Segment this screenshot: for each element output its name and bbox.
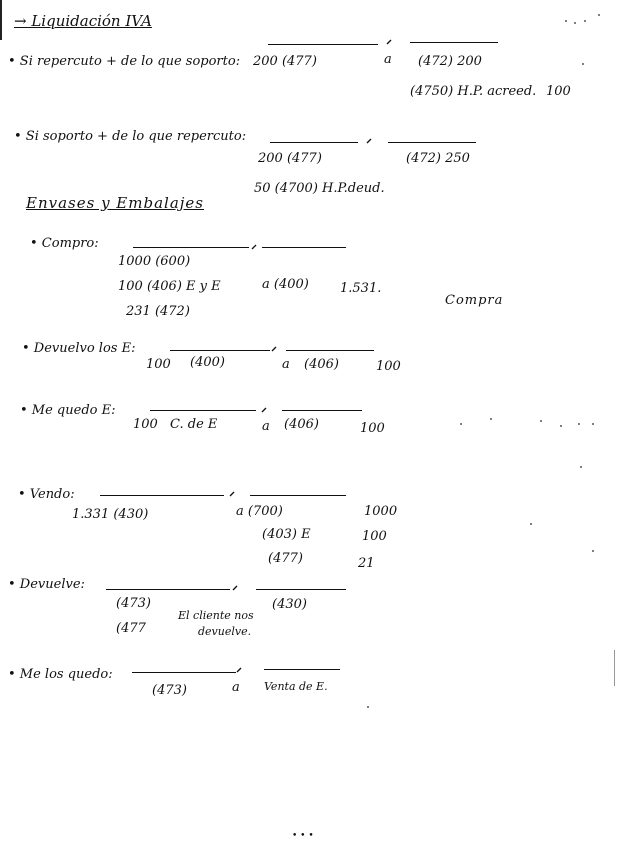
- compro-label: • Compro:: [30, 236, 99, 251]
- t-account-line: [150, 410, 256, 411]
- iva-case1-credit2-amount: 100: [546, 84, 571, 99]
- compro-debit2: 100 (406) E y E: [118, 279, 221, 294]
- scan-speck: [560, 425, 562, 427]
- page-right-edge: [614, 650, 615, 686]
- compro-debit3: 231 (472): [126, 304, 190, 319]
- scan-speck: [367, 706, 369, 708]
- mequedo-credit-amount: 100: [360, 421, 385, 436]
- iva-case1-credit2: (4750) H.P. acreed.: [410, 84, 537, 99]
- scan-speck: [580, 466, 582, 468]
- vendo-label: • Vendo:: [18, 487, 75, 502]
- scan-speck: [490, 418, 492, 420]
- iva-case1-debit: 200 (477): [253, 54, 317, 69]
- devuelvo-debit-amount: 100: [146, 357, 171, 372]
- devuelve-label: • Devuelve:: [8, 577, 85, 592]
- iva-case2-debit2: 50 (4700) H.P.deud.: [254, 181, 385, 196]
- devuelve-debit1: (473): [116, 596, 151, 611]
- melosquedo-label: • Me los quedo:: [8, 667, 113, 682]
- devuelve-credit1: (430): [272, 597, 307, 612]
- scan-speck: [460, 423, 462, 425]
- scan-speck: [592, 550, 594, 552]
- vendo-credit1: a (700): [236, 504, 283, 519]
- scan-speck: [584, 20, 586, 22]
- t-account-line: [250, 495, 346, 496]
- t-account-line: [282, 410, 362, 411]
- mequedo-credit-account: (406): [284, 417, 319, 432]
- devuelvo-credit-account: (406): [304, 357, 339, 372]
- scan-speck: [530, 523, 532, 525]
- t-account-line: [388, 142, 476, 143]
- t-account-line: [410, 42, 498, 43]
- page-title: → Liquidación IVA: [14, 12, 152, 30]
- iva-case1-credit: (472) 200: [418, 54, 482, 69]
- melosquedo-a: a: [232, 680, 240, 695]
- compra-side-label: Compra: [445, 293, 504, 308]
- t-account-line: [170, 350, 270, 351]
- compro-credit1-amount: 1.531.: [340, 281, 382, 296]
- devuelvo-a: a: [282, 357, 290, 372]
- vendo-credit1-amount: 1000: [364, 504, 398, 519]
- vendo-credit3: (477): [268, 551, 303, 566]
- vendo-credit2-amount: 100: [362, 529, 387, 544]
- scan-speck: [582, 63, 584, 65]
- iva-case2-debit: 200 (477): [258, 151, 322, 166]
- compro-credit1: a (400): [262, 277, 309, 292]
- compro-debit1: 1000 (600): [118, 254, 191, 269]
- footer-dots: • • •: [292, 831, 314, 841]
- devuelvo-debit-account: (400): [190, 355, 225, 370]
- vendo-credit2: (403) E: [262, 527, 311, 542]
- devuelvo-credit-amount: 100: [376, 359, 401, 374]
- t-account-line: [133, 247, 249, 248]
- t-account-line: [256, 589, 346, 590]
- t-account-line: [132, 672, 236, 673]
- melosquedo-credit1: Venta de E.: [264, 680, 328, 693]
- t-account-line: [106, 589, 230, 590]
- iva-case2-text: • Si soporto + de lo que repercuto:: [14, 129, 247, 144]
- melosquedo-debit1: (473): [152, 683, 187, 698]
- devuelvo-label: • Devuelvo los E:: [22, 341, 136, 356]
- mequedo-debit-amount: 100: [133, 417, 158, 432]
- vendo-credit3-amount: 21: [358, 556, 375, 571]
- scan-speck: [592, 423, 594, 425]
- t-account-line: [268, 44, 378, 45]
- devuelve-note1: El cliente nos: [178, 609, 254, 622]
- t-account-line: [262, 247, 346, 248]
- t-account-line: [270, 142, 358, 143]
- devuelve-debit2: (477: [116, 621, 146, 636]
- devuelve-note2: devuelve.: [198, 625, 252, 638]
- t-account-line: [286, 350, 374, 351]
- mequedo-debit-account: C. de E: [170, 417, 218, 432]
- scan-speck: [565, 20, 567, 22]
- iva-case2-credit: (472) 250: [406, 151, 470, 166]
- scan-speck: [540, 420, 542, 422]
- t-account-line: [100, 495, 224, 496]
- scan-speck: [574, 22, 576, 24]
- t-account-line: [264, 669, 340, 670]
- scan-speck: [598, 14, 600, 16]
- iva-case1-text: • Si repercuto + de lo que soporto:: [8, 54, 241, 69]
- iva-case1-a: a: [384, 52, 392, 67]
- scan-speck: [578, 423, 580, 425]
- mequedo-a: a: [262, 419, 270, 434]
- mequedo-label: • Me quedo E:: [20, 403, 116, 418]
- vendo-debit1: 1.331 (430): [72, 507, 149, 522]
- section-title-envases: Envases y Embalajes: [26, 194, 204, 212]
